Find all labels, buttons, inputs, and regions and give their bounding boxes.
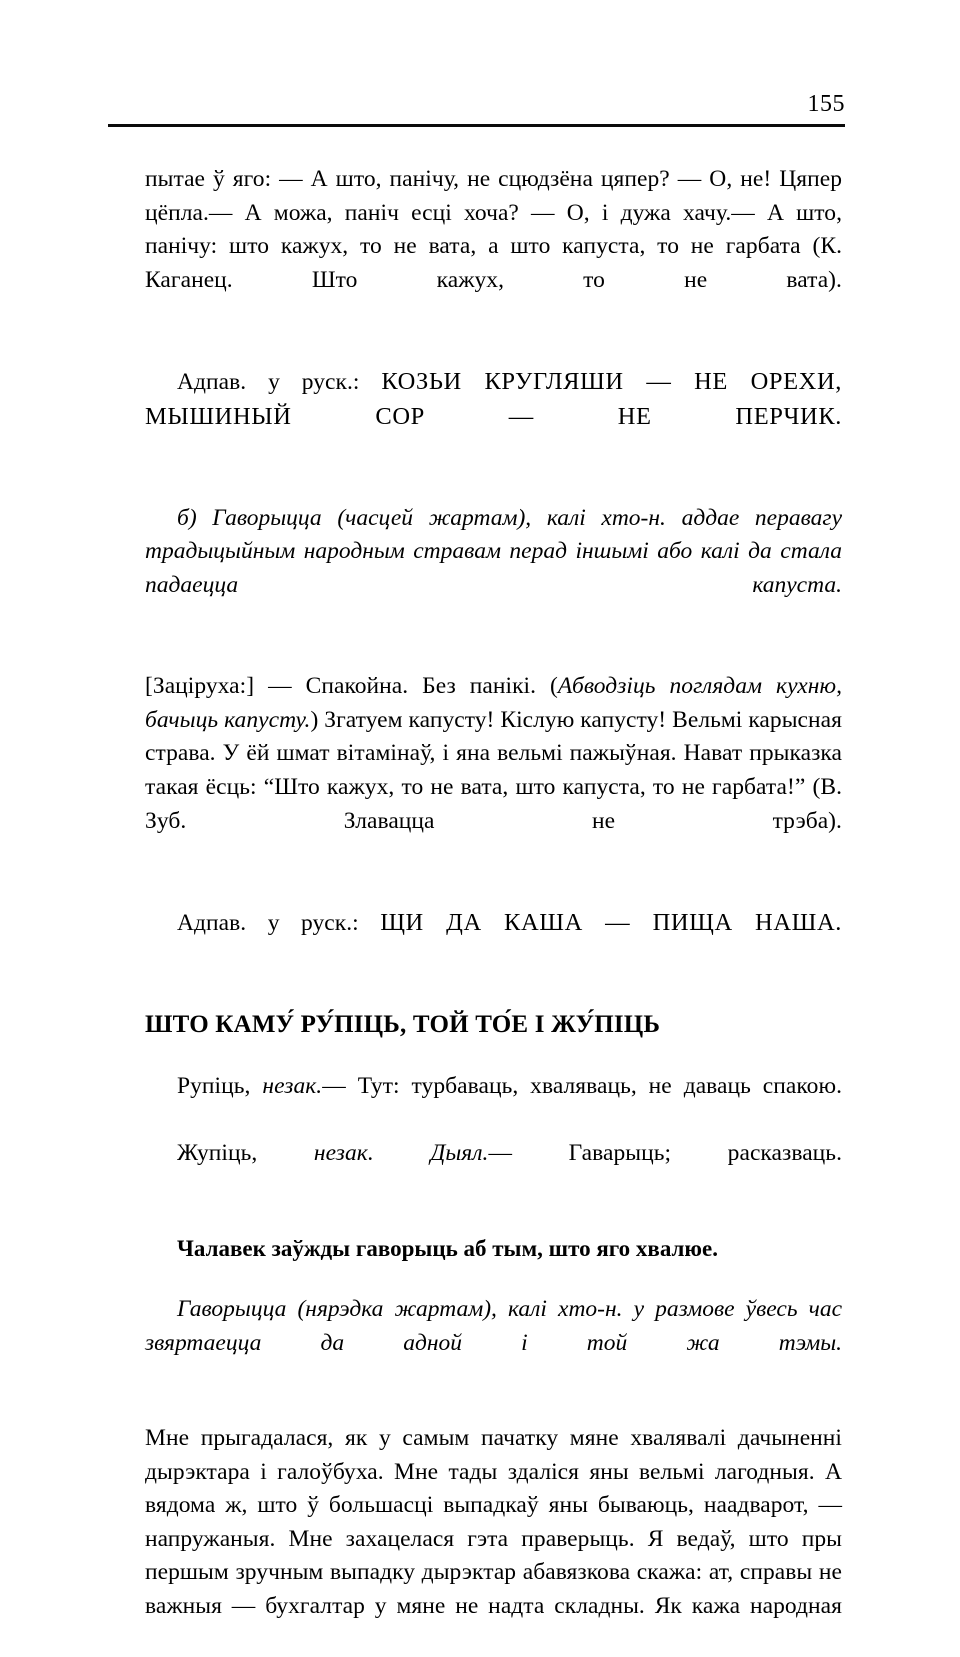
citation-stage-direction: Абводзіць поглядам кухню, бачыць капусту. (145, 673, 842, 733)
citation-part-1: — Спакойна. Без панікі. ( (254, 673, 558, 700)
section-heading-proverb: ШТО КАМУ́ РУ́ПІЦЬ, ТОЙ ТО́Е І ЖУ́ПІЦЬ (145, 1010, 661, 1038)
gloss-grammar-mark-1: незак. (250, 1072, 323, 1099)
paragraph-citation-2 (145, 670, 842, 872)
citation-speaker: [Зацiруха:] (145, 673, 255, 700)
paragraph-example-excerpt: Мне прыгадалася, як у самым пачатку мяне хвалявалі дачыненні дырэктара і галоўбуха. Мне тады здаліся яны вельмі лагодныя. А вядома ж, што ў большасці выпадкаў яны бываюць, наадварот, — напружаныя. Мне захацелася гэта праверыць. Я ведаў, што пры першым зручным выпадку дырэктар абавязкова скажа: ат, справы не важныя — бухгалтар у мяне не надта складны. Як кажа народная (145, 1425, 842, 1619)
gloss-headword-1: Рупіць, (177, 1072, 251, 1099)
gloss-headword-2: Жупіць, (177, 1140, 258, 1167)
proverb-bold-statement: Чалавек заўжды гаворыць аб тым, што яго хвалюе. (177, 1236, 718, 1262)
paragraph-quote-intro: пытае ў яго: — А што, панічу, не сцюдзёна цяпер? — О, не! Цяпер цёпла.— А можа, паніч есці хоча? — О, і дужа хачу.— А што, панічу: што кажух, то не вата, а што капуста, то не гарбата (К. Каганец. Што кажух, то не вата). (145, 166, 842, 293)
gloss-definition-1: — Тут: турбаваць, хваляваць, не даваць спакою. (322, 1072, 842, 1099)
header-rule-divider (108, 124, 845, 127)
gloss-grammar-mark-2: незак. Дыял. (257, 1140, 489, 1167)
paragraph-russian-equivalent-2 (145, 906, 842, 974)
equivalent-label-2: Адпав. у руск.: (177, 909, 359, 936)
equivalent-text-2: ЩИ ДА КАША — ПИЩА НАША. (380, 908, 842, 936)
gloss-entry-2 (145, 1137, 842, 1204)
gloss-entry-1 (145, 1070, 842, 1137)
citation-part-2: ) Згатуем капусту! Кіслую капусту! Вельмі карысная страва. У ёй шмат вітамінаў, і яна вельмі пажыўная. Нават прыказка такая ёсць: “Што кажух, то не вата, што капуста, то не гарбата!” (В. Зуб. Злавацца не трэба). (145, 706, 842, 834)
paragraph-russian-equivalent-1 (145, 365, 842, 468)
text-column (145, 163, 842, 1657)
page-header (108, 92, 845, 127)
gloss-definition-2: — Гаварыць; расказваць. (488, 1140, 842, 1167)
equivalent-text-1: КОЗЬИ КРУГЛЯШИ — НЕ ОРЕХИ, МЫШИНЫЙ СОР — НЕ ПЕРЧИК. (145, 367, 842, 430)
equivalent-label-1: Адпав. у руск.: (177, 368, 360, 395)
page-number: 155 (807, 91, 845, 117)
paragraph-usage-note-main: Гаворыцца (нярэдка жартам), калі хто-н. у размове ўвесь час звяртаецца да адной і той жа тэмы. (145, 1296, 842, 1356)
paragraph-usage-note-b: б) Гаворыцца (часцей жартам), калі хто-н. аддае перавагу традыцыйным народным стравам перад іншымі або калі да стала падаецца капуста. (145, 504, 842, 598)
